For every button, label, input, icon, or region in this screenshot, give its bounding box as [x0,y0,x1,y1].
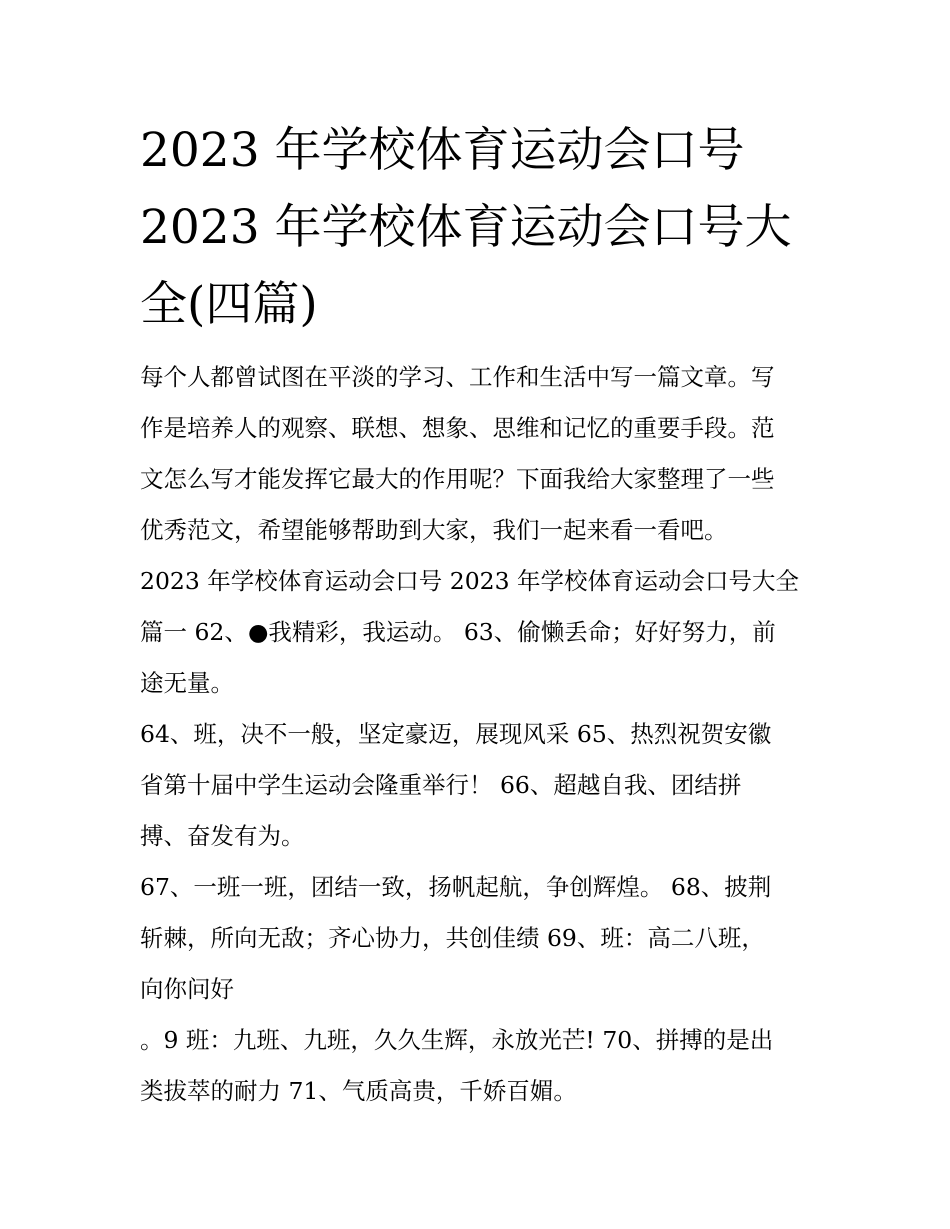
paragraph-slogans-62-63 [140,556,840,709]
paragraph-slogans-67-69 [140,862,840,1015]
text-line: 类拔萃的耐力 71、气质高贵，千娇百媚。 [140,1077,577,1105]
text-line: 优秀范文，希望能够帮助到大家，我们一起来看一看吧。 [140,516,728,544]
paragraph-intro [140,352,840,556]
paragraph-slogans-64-66 [140,709,840,862]
paragraph-slogans-70-71 [140,1015,840,1117]
title-line-2: 2023 年学校体育运动会口号大 [140,200,792,255]
text-line: 作是培养人的观察、联想、想象、思维和记忆的重要手段。范 [140,414,775,442]
text-line: 64、班，决不一般，坚定豪迈，展现风采 65、热烈祝贺安徽 [140,720,772,748]
text-line: 每个人都曾试图在平淡的学习、工作和生活中写一篇文章。写 [140,363,775,391]
text-line: 67、一班一班，团结一致，扬帆起航，争创辉煌。 68、披荆 [140,873,772,901]
text-line: 省第十届中学生运动会隆重举行！ 66、超越自我、团结拼 [140,771,742,799]
text-line: 2023 年学校体育运动会口号 2023 年学校体育运动会口号大全 [140,567,800,595]
text-line: 向你问好 [140,975,234,1003]
document-title [140,112,820,343]
document-body [140,352,840,1117]
text-line: 搏、奋发有为。 [140,822,305,850]
text-line: 篇一 62、●我精彩，我运动。 63、偷懒丢命；好好努力，前 [140,618,776,646]
title-line-3: 全(四篇) [140,277,318,332]
text-line: 。9 班：九班、九班，久久生辉，永放光芒! 70、拼搏的是出 [140,1026,774,1054]
text-line: 斩棘，所向无敌；齐心协力，共创佳绩 69、班：高二八班， [140,924,765,952]
text-line: 文怎么写才能发挥它最大的作用呢？下面我给大家整理了一些 [140,465,775,493]
text-line: 途无量。 [140,669,234,697]
title-line-1: 2023 年学校体育运动会口号 [140,123,745,178]
